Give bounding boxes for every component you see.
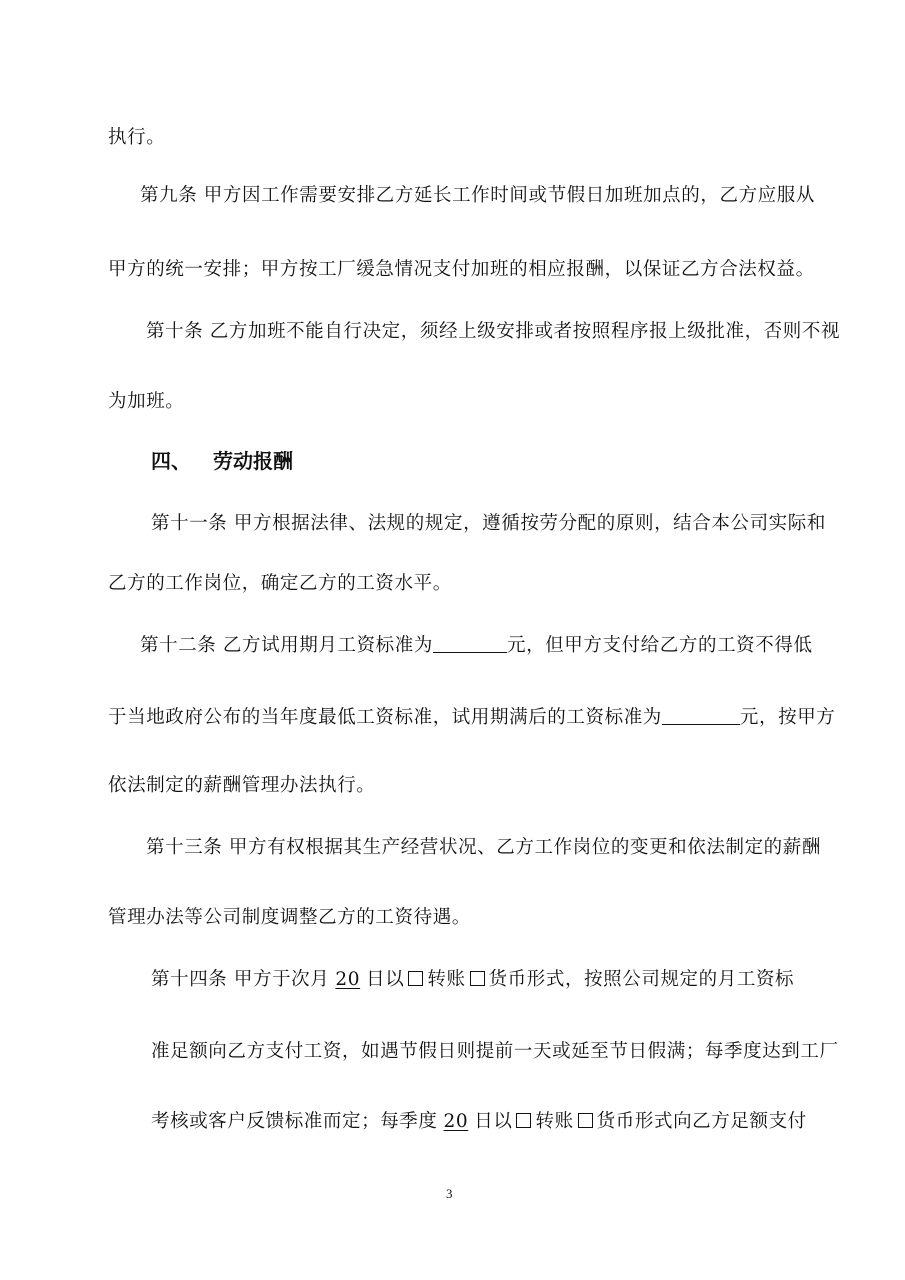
article-14-text-a: 第十四条 甲方于次月 [151, 969, 330, 990]
section-title: 劳动报酬 [213, 449, 293, 473]
article-11-line-2: 乙方的工作岗位，确定乙方的工资水平。 [108, 573, 452, 594]
cash-checkbox[interactable] [470, 971, 485, 986]
article-9-line-1: 第九条 甲方因工作需要安排乙方延长工作时间或节假日加班加点的，乙方应服从 [140, 185, 815, 206]
article-14-line-1 [151, 968, 794, 992]
article-13-line-2: 管理办法等公司制度调整乙方的工资待遇。 [108, 907, 471, 928]
section-number: 四、 [151, 449, 191, 473]
article-14-text-c: 货币形式，按照公司规定的月工资标 [488, 969, 795, 990]
article-10-line-1: 第十条 乙方加班不能自行决定，须经上级安排或者按照程序报上级批准，否则不视 [146, 321, 841, 342]
article-14-line-2: 准足额向乙方支付工资，如遇节假日则提前一天或延至节日假满；每季度达到工厂 [151, 1041, 839, 1062]
transfer-label: 转账 [427, 969, 466, 990]
article-12-line-3: 依法制定的薪酬管理办法执行。 [108, 775, 376, 796]
transfer-checkbox[interactable] [408, 971, 423, 986]
article-14-line-3 [151, 1110, 807, 1134]
article-10-line-2: 为加班。 [108, 391, 185, 412]
article-12-text-c: 于当地政府公布的当年度最低工资标准，试用期满后的工资标准为 [108, 707, 662, 728]
quarterly-pay-day: 20 [443, 1111, 469, 1132]
article-12-text-b: 元，但甲方支付给乙方的工资不得低 [506, 635, 813, 656]
article-12-text-a: 第十二条 乙方试用期月工资标准为 [140, 635, 433, 656]
page-number: 3 [446, 1186, 453, 1201]
quarterly-transfer-checkbox[interactable] [516, 1113, 531, 1128]
article-11-line-1: 第十一条 甲方根据法律、法规的规定，遵循按劳分配的原则，结合本公司实际和 [151, 513, 826, 534]
paragraph-line: 执行。 [108, 127, 166, 148]
article-14-text-d: 考核或客户反馈标准而定；每季度 [151, 1111, 438, 1132]
article-12-line-2 [108, 706, 835, 730]
article-14-text-f: 货币形式向乙方足额支付 [596, 1111, 807, 1132]
regular-salary-blank [662, 706, 740, 725]
section-heading [151, 448, 293, 474]
probation-salary-blank [433, 634, 507, 653]
article-12-line-1 [140, 634, 813, 658]
monthly-pay-day: 20 [335, 969, 361, 990]
quarterly-transfer-label: 转账 [535, 1111, 574, 1132]
quarterly-cash-checkbox[interactable] [578, 1113, 593, 1128]
article-14-text-b: 日以 [366, 969, 405, 990]
article-9-line-2: 甲方的统一安排；甲方按工厂缓急情况支付加班的相应报酬，以保证乙方合法权益。 [108, 259, 815, 280]
article-13-line-1: 第十三条 甲方有权根据其生产经营状况、乙方工作岗位的变更和依法制定的薪酬 [146, 837, 821, 858]
article-14-text-e: 日以 [474, 1111, 513, 1132]
article-12-text-d: 元，按甲方 [739, 707, 836, 728]
